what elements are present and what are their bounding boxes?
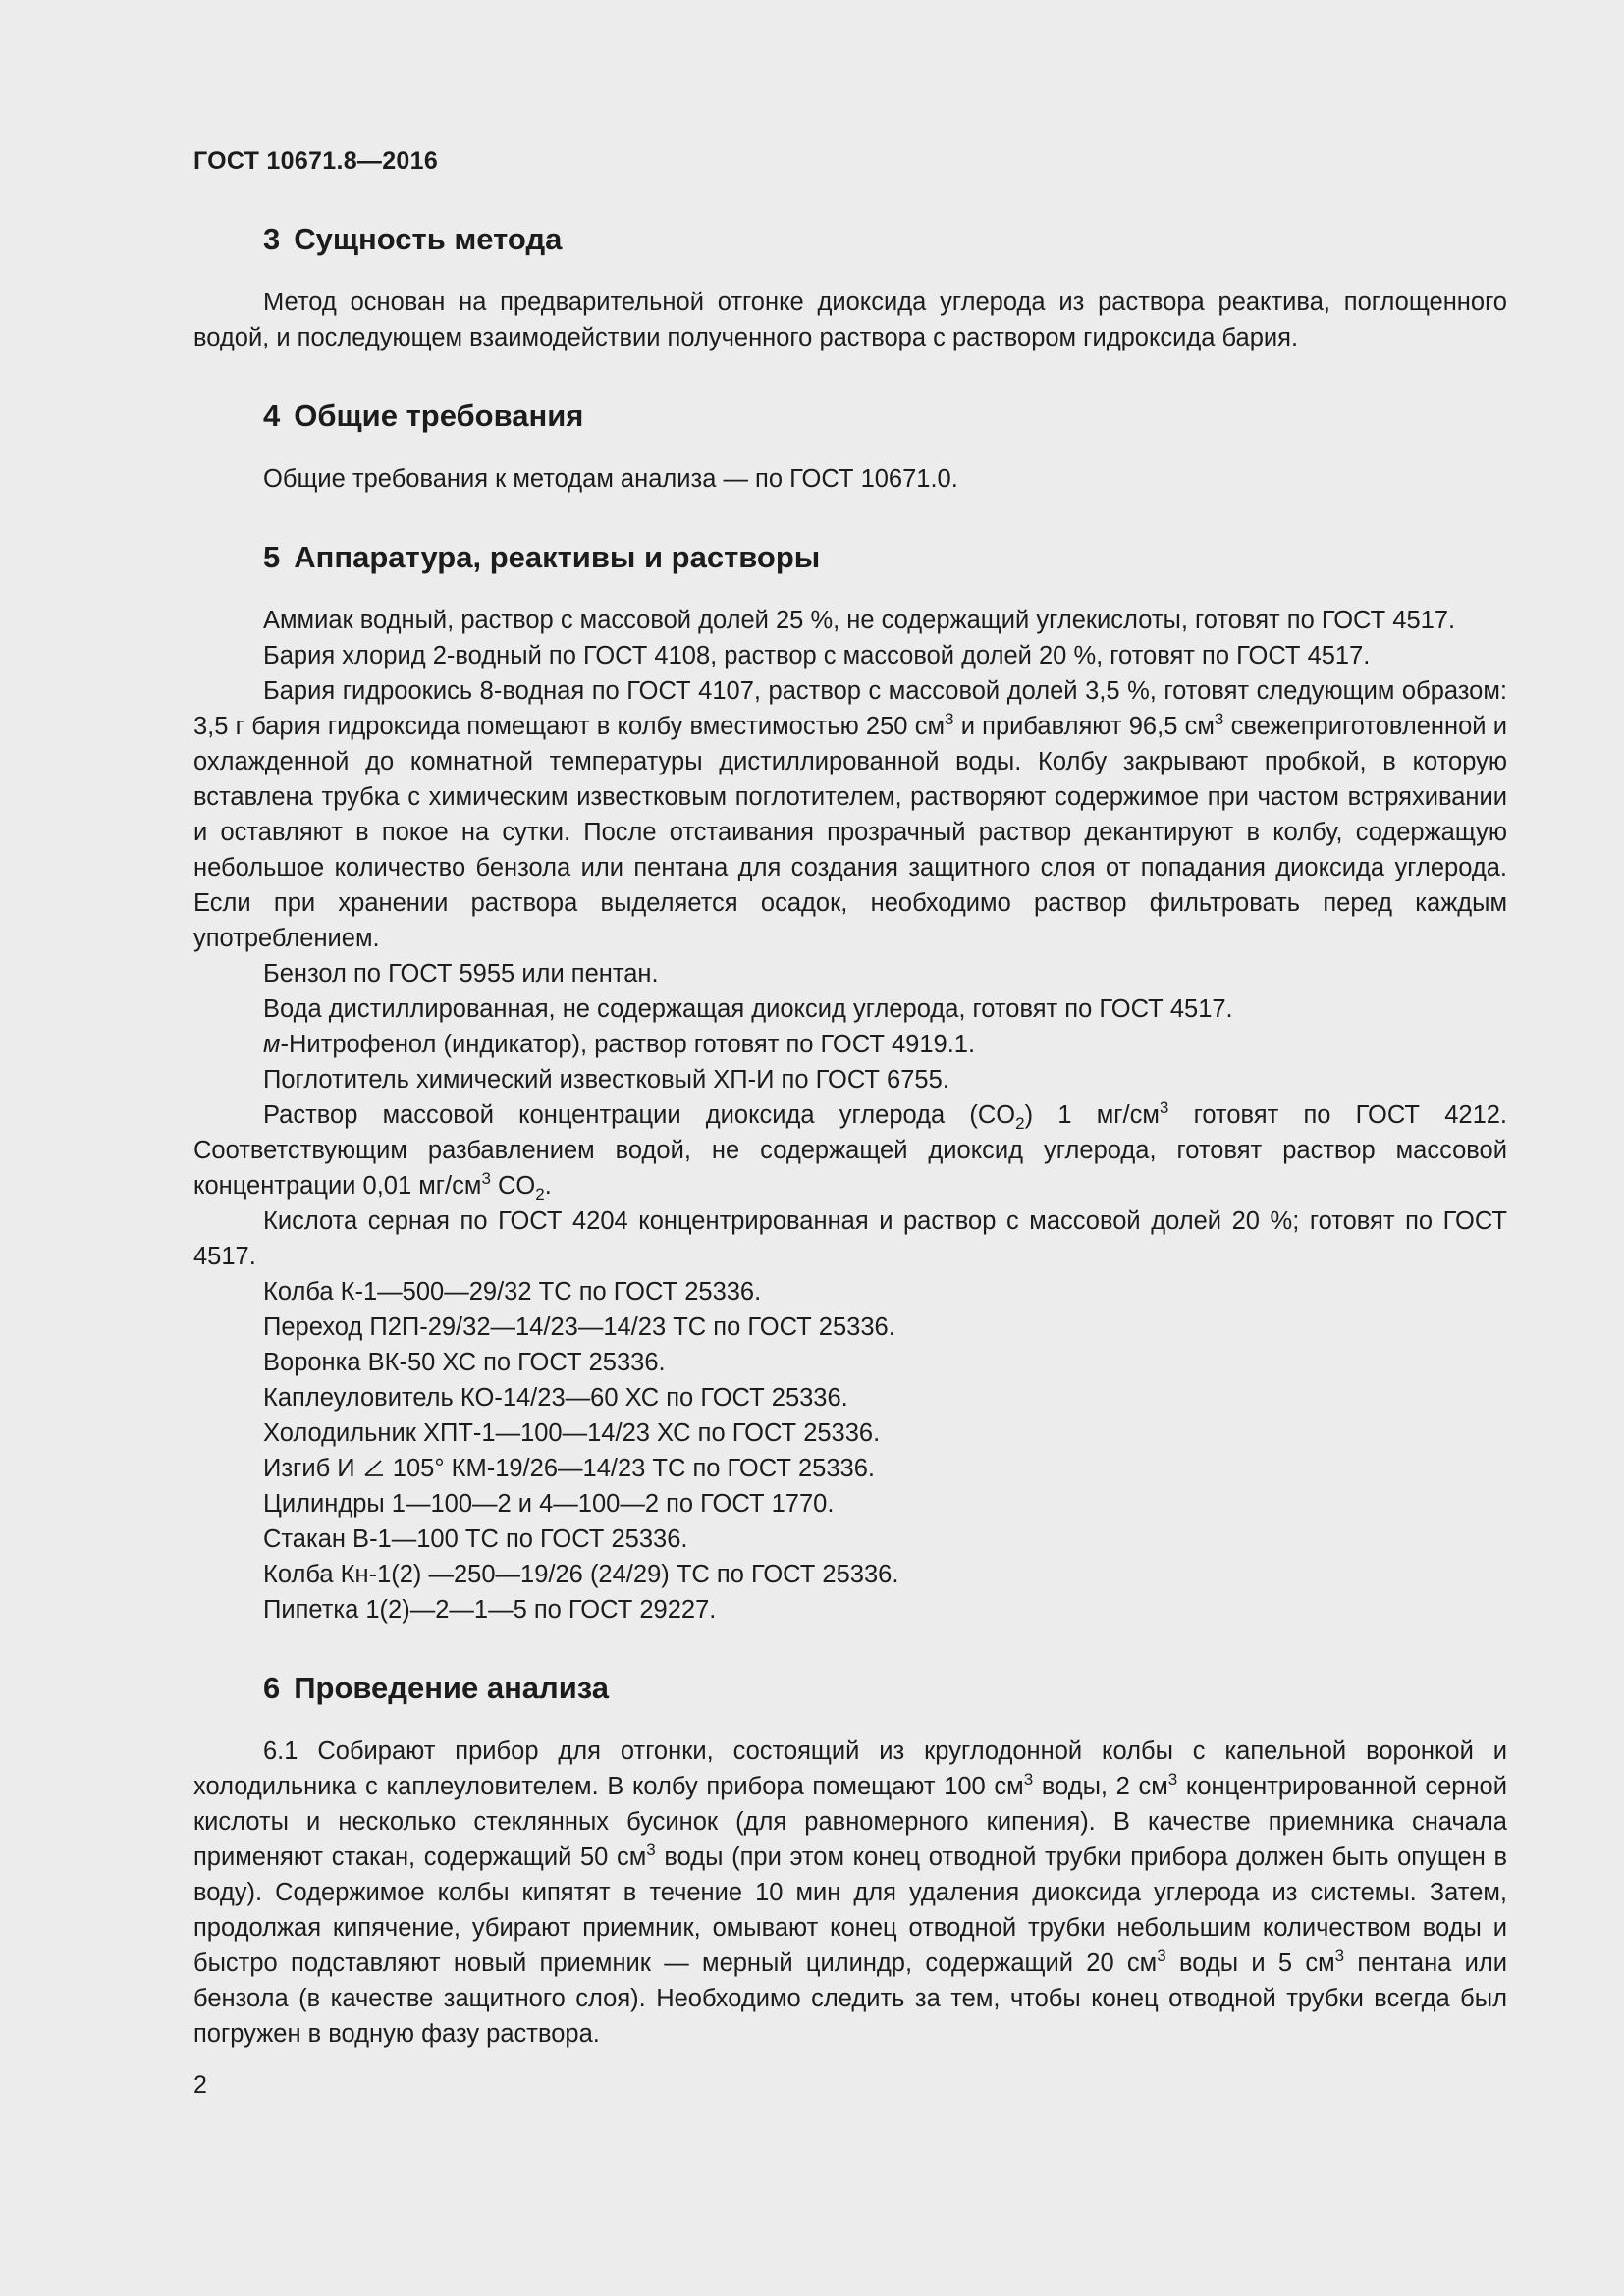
section-6-heading bbox=[193, 1667, 1507, 1710]
text-run: и прибавляют 96,5 см bbox=[953, 713, 1215, 740]
text-run: ) 1 мг/см bbox=[1024, 1101, 1160, 1129]
text-run: 6.1 Собирают прибор для отгонки, состоящий из круглодонной колбы с капельной воронкой и холодильника с каплеуловителем. В колбу прибора помещают 100 см bbox=[193, 1737, 1507, 1800]
text-run: Бария гидроокись 8-водная по ГОСТ 4107, раствор с массовой долей 3,5 %, готовят следующим образом: 3,5 г бария гидроксида помещают в колбу вместимостью 250 см bbox=[193, 677, 1507, 740]
superscript: 3 bbox=[481, 1169, 491, 1188]
equipment-item: Пипетка 1(2)—2—1—5 по ГОСТ 29227. bbox=[263, 1596, 717, 1624]
superscript: 3 bbox=[945, 710, 954, 728]
text-run: пентана или бензола (в качестве защитного слоя). Необходимо следить за тем, чтобы конец отводной трубки всегда был погружен в водную фазу раствора. bbox=[193, 1949, 1508, 2048]
superscript: 3 bbox=[1157, 1947, 1166, 1965]
equipment-item: Воронка ВК-50 ХС по ГОСТ 25336. bbox=[263, 1349, 666, 1376]
text-run: воды и 5 см bbox=[1165, 1949, 1335, 1977]
section-4-heading bbox=[193, 395, 1507, 438]
subscript: 2 bbox=[1015, 1114, 1025, 1133]
clause-6-1-paragraph bbox=[193, 1734, 1507, 2052]
text-run: . bbox=[544, 1172, 552, 1200]
section-number: 4 bbox=[263, 399, 281, 433]
sulfuric-acid-paragraph: Кислота серная по ГОСТ 4204 концентрированная и раствор с массовой долей 20 %; готовят по ГОСТ 4517. bbox=[193, 1207, 1507, 1270]
equipment-item: Колба Кн-1(2) —250—19/26 (24/29) ТС по ГОСТ 25336. bbox=[263, 1561, 899, 1588]
section-4-paragraph: Общие требования к методам анализа — по ГОСТ 10671.0. bbox=[263, 465, 958, 493]
section-5-heading bbox=[193, 536, 1507, 579]
italic-prefix: м bbox=[263, 1031, 281, 1058]
superscript: 3 bbox=[646, 1841, 656, 1859]
superscript: 3 bbox=[1023, 1770, 1034, 1789]
equipment-item: Стакан В-1—100 ТС по ГОСТ 25336. bbox=[263, 1525, 688, 1553]
text-run: воды (при этом конец отводной трубки прибора должен быть опущен в воду). Содержимое колбы кипятят в течение 10 мин для удаления диоксида углерода из системы. Затем, продолжая кипячение, убирают приемник, омывают конец отводной трубки небольшим количеством воды и быстро подставляют новый приемник — мерный цилиндр, содержащий 20 см bbox=[193, 1843, 1507, 1977]
equipment-item: Колба К-1—500—29/32 ТС по ГОСТ 25336. bbox=[263, 1278, 762, 1306]
barium-hydroxide-paragraph bbox=[193, 673, 1507, 956]
text-run: концентрированной серной кислоты и несколько стеклянных бусинок (для равномерного кипения). В качестве приемника сначала применяют стакан, содержащий 50 см bbox=[193, 1773, 1507, 1871]
text-run: воды, 2 см bbox=[1033, 1773, 1168, 1800]
section-number: 5 bbox=[263, 540, 281, 574]
barium-chloride-paragraph: Бария хлорид 2-водный по ГОСТ 4108, раствор с массовой долей 20 %, готовят по ГОСТ 4517. bbox=[263, 642, 1371, 669]
ammonia-paragraph: Аммиак водный, раствор с массовой долей 25 %, не содержащий углекислоты, готовят по ГОСТ 4517. bbox=[263, 607, 1456, 634]
superscript: 3 bbox=[1334, 1947, 1345, 1965]
text-run: Изгиб И bbox=[263, 1455, 355, 1482]
page-number: 2 bbox=[193, 2071, 207, 2099]
equipment-item: Переход П2П-29/32—14/23—14/23 ТС по ГОСТ 25336. bbox=[263, 1313, 895, 1341]
section-title: Проведение анализа bbox=[294, 1671, 610, 1705]
section-number: 3 bbox=[263, 222, 281, 256]
text-run: Раствор массовой концентрации диоксида углерода (CO bbox=[263, 1101, 1016, 1129]
subscript: 2 bbox=[535, 1185, 545, 1203]
section-3-heading bbox=[193, 218, 1507, 261]
benzene-paragraph: Бензол по ГОСТ 5955 или пентан. bbox=[263, 960, 659, 988]
equipment-item: Цилиндры 1—100—2 и 4—100—2 по ГОСТ 1770. bbox=[263, 1490, 835, 1518]
document-body bbox=[193, 218, 1507, 2052]
section-title: Общие требования bbox=[294, 399, 584, 433]
text-run: CO bbox=[490, 1172, 536, 1200]
water-paragraph: Вода дистиллированная, не содержащая диоксид углерода, готовят по ГОСТ 4517. bbox=[263, 995, 1233, 1023]
superscript: 3 bbox=[1159, 1098, 1169, 1117]
angle-icon bbox=[362, 1457, 386, 1478]
section-number: 6 bbox=[263, 1671, 281, 1705]
document-code-header: ГОСТ 10671.8—2016 bbox=[193, 147, 439, 175]
section-title: Сущность метода bbox=[294, 222, 563, 256]
section-3-paragraph: Метод основан на предварительной отгонке диоксида углерода из раствора реактива, поглощенного водой, и последующем взаимодействии полученного раствора с раствором гидроксида бария. bbox=[193, 289, 1507, 351]
text-run: 105° КМ-19/26—14/23 ТС по ГОСТ 25336. bbox=[392, 1455, 875, 1482]
nitrophenol-paragraph bbox=[193, 1027, 1507, 1062]
text-run: свежеприготовленной и охлажденной до комнатной температуры дистиллированной воды. Колбу закрывают пробкой, в которую вставлена трубка с химическим известковым поглотителем, растворяют содержимое при частом встряхивании и оставляют в покое на сутки. После отстаивания прозрачный раствор декантируют в колбу, содержащую небольшое количество бензола или пентана для создания защитного слоя от попадания диоксида углерода. Если при хранении раствора выделяется осадок, необходимо раствор фильтровать перед каждым употреблением. bbox=[193, 713, 1507, 952]
superscript: 3 bbox=[1167, 1770, 1178, 1789]
text-run: готовят по ГОСТ 4212. Соответствующим разбавлением водой, не содержащей диоксид углерода, готовят раствор массовой концентрации 0,01 мг/см bbox=[193, 1101, 1508, 1200]
absorber-paragraph: Поглотитель химический известковый ХП-И по ГОСТ 6755. bbox=[263, 1066, 949, 1094]
text-run: -Нитрофенол (индикатор), раствор готовят по ГОСТ 4919.1. bbox=[280, 1031, 976, 1058]
equipment-item: Холодильник ХПТ-1—100—14/23 ХС по ГОСТ 25336. bbox=[263, 1419, 881, 1447]
equipment-item-bend bbox=[193, 1451, 1507, 1486]
equipment-item: Каплеуловитель КО-14/23—60 ХС по ГОСТ 25336. bbox=[263, 1384, 848, 1412]
superscript: 3 bbox=[1214, 710, 1224, 728]
co2-solution-paragraph bbox=[193, 1097, 1507, 1203]
section-title: Аппаратура, реактивы и растворы bbox=[294, 540, 821, 574]
